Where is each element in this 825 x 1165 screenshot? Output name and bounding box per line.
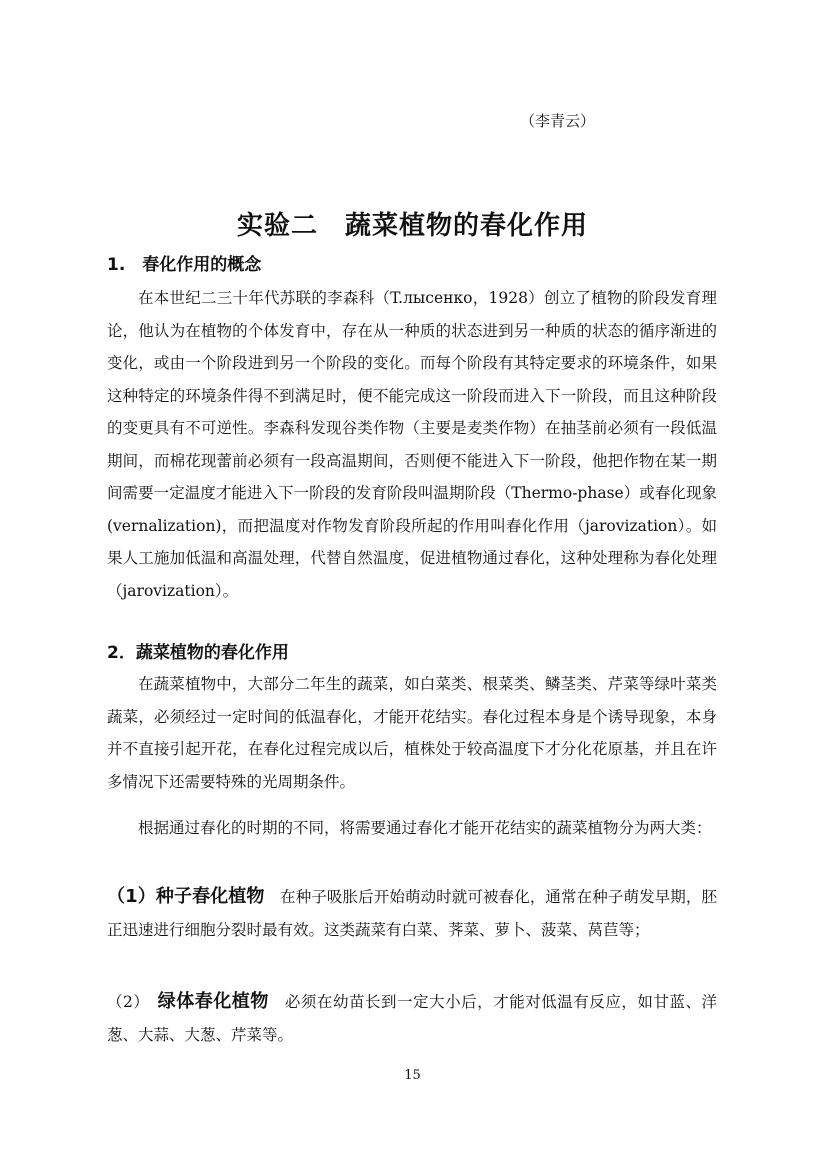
type-description: 在种子吸胀后开始萌动时就可被春化，通常在种子萌发早期，胚正迅速进行细胞分裂时最有效。这类蔬菜有白菜、荠菜、萝卜、菠菜、莴苣等； [107,888,717,939]
type-number: （1） [107,886,156,907]
type-number: （2） [107,993,158,1011]
paragraph-vegetable-vernalization: 在蔬菜植物中，大部分二年生的蔬菜，如白菜类、根菜类、鳞茎类、芹菜等绿叶菜类蔬菜，必须经过一定时间的低温春化，才能开花结实。春化过程本身是个诱导现象，本身并不直接引起开花，在春化过程完成以后，植株处于较高温度下才分化花原基，并且在许多情况下还需要特殊的光周期条件。 [107,675,717,791]
type-seed-vernalization [107,880,717,947]
type-name: 种子春化植物 [155,886,265,907]
section-heading-1: 1. 春化作用的概念 [107,255,262,275]
page-number: 15 [404,1068,421,1083]
type-green-plant-vernalization [107,985,717,1052]
page-title: 实验二 蔬菜植物的春化作用 [236,211,588,241]
section-heading-2: 2．蔬菜植物的春化作用 [107,643,289,663]
paragraph-classification: 根据通过春化的时期的不同，将需要通过春化才能开花结实的蔬菜植物分为两大类： [138,819,712,837]
type-name: 绿体春化植物 [157,991,269,1012]
type-description: 必须在幼苗长到一定大小后，才能对低温有反应，如甘蓝、洋葱、大蒜、大葱、芹菜等。 [107,993,717,1044]
author-name: （李青云） [520,112,596,130]
paragraph-vernalization-concept: 在本世纪二三十年代苏联的李森科（T.лысенко，1928）创立了植物的阶段发育理论，他认为在植物的个体发育中，存在从一种质的状态进到另一种质的状态的循序渐进的变化，或由一个阶段进到另一个阶段的变化。而每个阶段有其特定要求的环境条件，如果这种特定的环境条件得不到满足时，便不能完成这一阶段而进入下一阶段，而且这种阶段的变更具有不可逆性。李森科发现谷类作物（主要是麦类作物）在抽茎前必须有一段低温期间，而棉花现蕾前必须有一段高温期间，否则便不能进入下一阶段，他把作物在某一期间需要一定温度才能进入下一阶段的发育阶段叫温期阶段（Thermo-phase）或春化现象(vernalization)，而把温度对作物发育阶段所起的作用叫春化作用（jarovization）。如果人工施加低温和高温处理，代替自然温度，促进植物通过春化，这种处理称为春化处理（jarovization）。 [107,289,717,600]
